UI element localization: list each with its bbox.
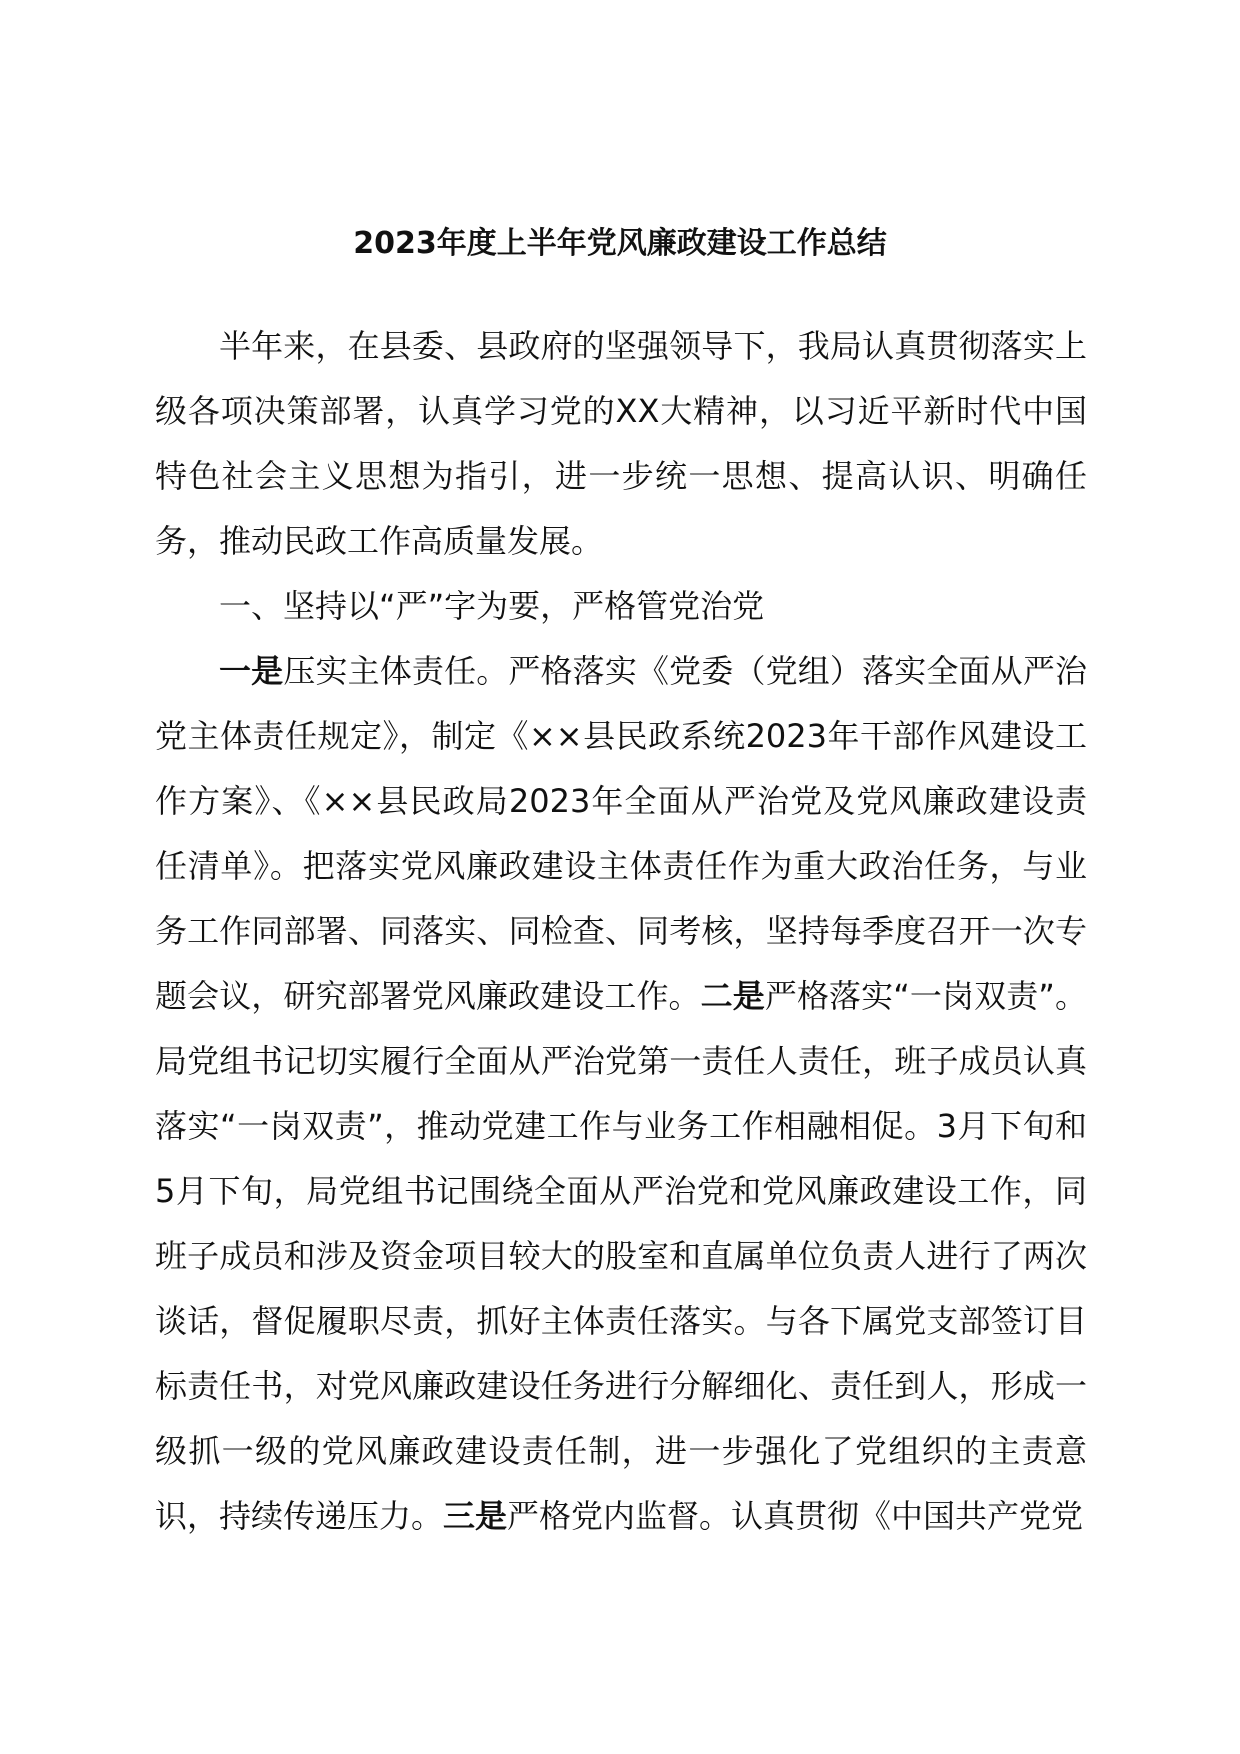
section-heading: 一、坚持以“严”字为要，严格管党治党 bbox=[219, 587, 765, 625]
document-title: 2023年度上半年党风廉政建设工作总结 bbox=[353, 226, 887, 261]
document-body bbox=[155, 314, 1087, 1549]
point-three-lead: 三是 bbox=[443, 1497, 508, 1535]
point-one-lead: 一是 bbox=[219, 652, 284, 690]
point-two-text: 严格落实“一岗双责”。局党组书记切实履行全面从严治党第一责任人责任，班子成员认真落实“一岗双责”，推动党建工作与业务工作相融相促。3月下旬和5月下旬，局党组书记围绕全面从严治党和党风廉政建设工作，同班子成员和涉及资金项目较大的股室和直属单位负责人进行了两次谈话，督促履职尽责，抓好主体责任落实。与各下属党支部签订目标责任书，对党风廉政建设任务进行分解细化、责任到人，形成一级抓一级的党风廉政建设责任制，进一步强化了党组织的主责意识，持续传递压力。 bbox=[155, 977, 1087, 1535]
point-three-text: 严格党内监督。认真贯彻《中国共产党党 bbox=[507, 1497, 1084, 1535]
point-two-lead: 二是 bbox=[700, 977, 765, 1015]
section-paragraph bbox=[155, 639, 1087, 1549]
intro-paragraph: 半年来，在县委、县政府的坚强领导下，我局认真贯彻落实上级各项决策部署，认真学习党的XX大精神，以习近平新时代中国特色社会主义思想为指引，进一步统一思想、提高认识、明确任务，推动民政工作高质量发展。 bbox=[155, 327, 1087, 560]
point-one-text: 压实主体责任。严格落实《党委（党组）落实全面从严治党主体责任规定》，制定《××县民政系统2023年干部作风建设工作方案》、《××县民政局2023年全面从严治党及党风廉政建设责任清单》。把落实党风廉政建设主体责任作为重大政治任务，与业务工作同部署、同落实、同检查、同考核，坚持每季度召开一次专题会议，研究部署党风廉政建设工作。 bbox=[155, 652, 1087, 1015]
